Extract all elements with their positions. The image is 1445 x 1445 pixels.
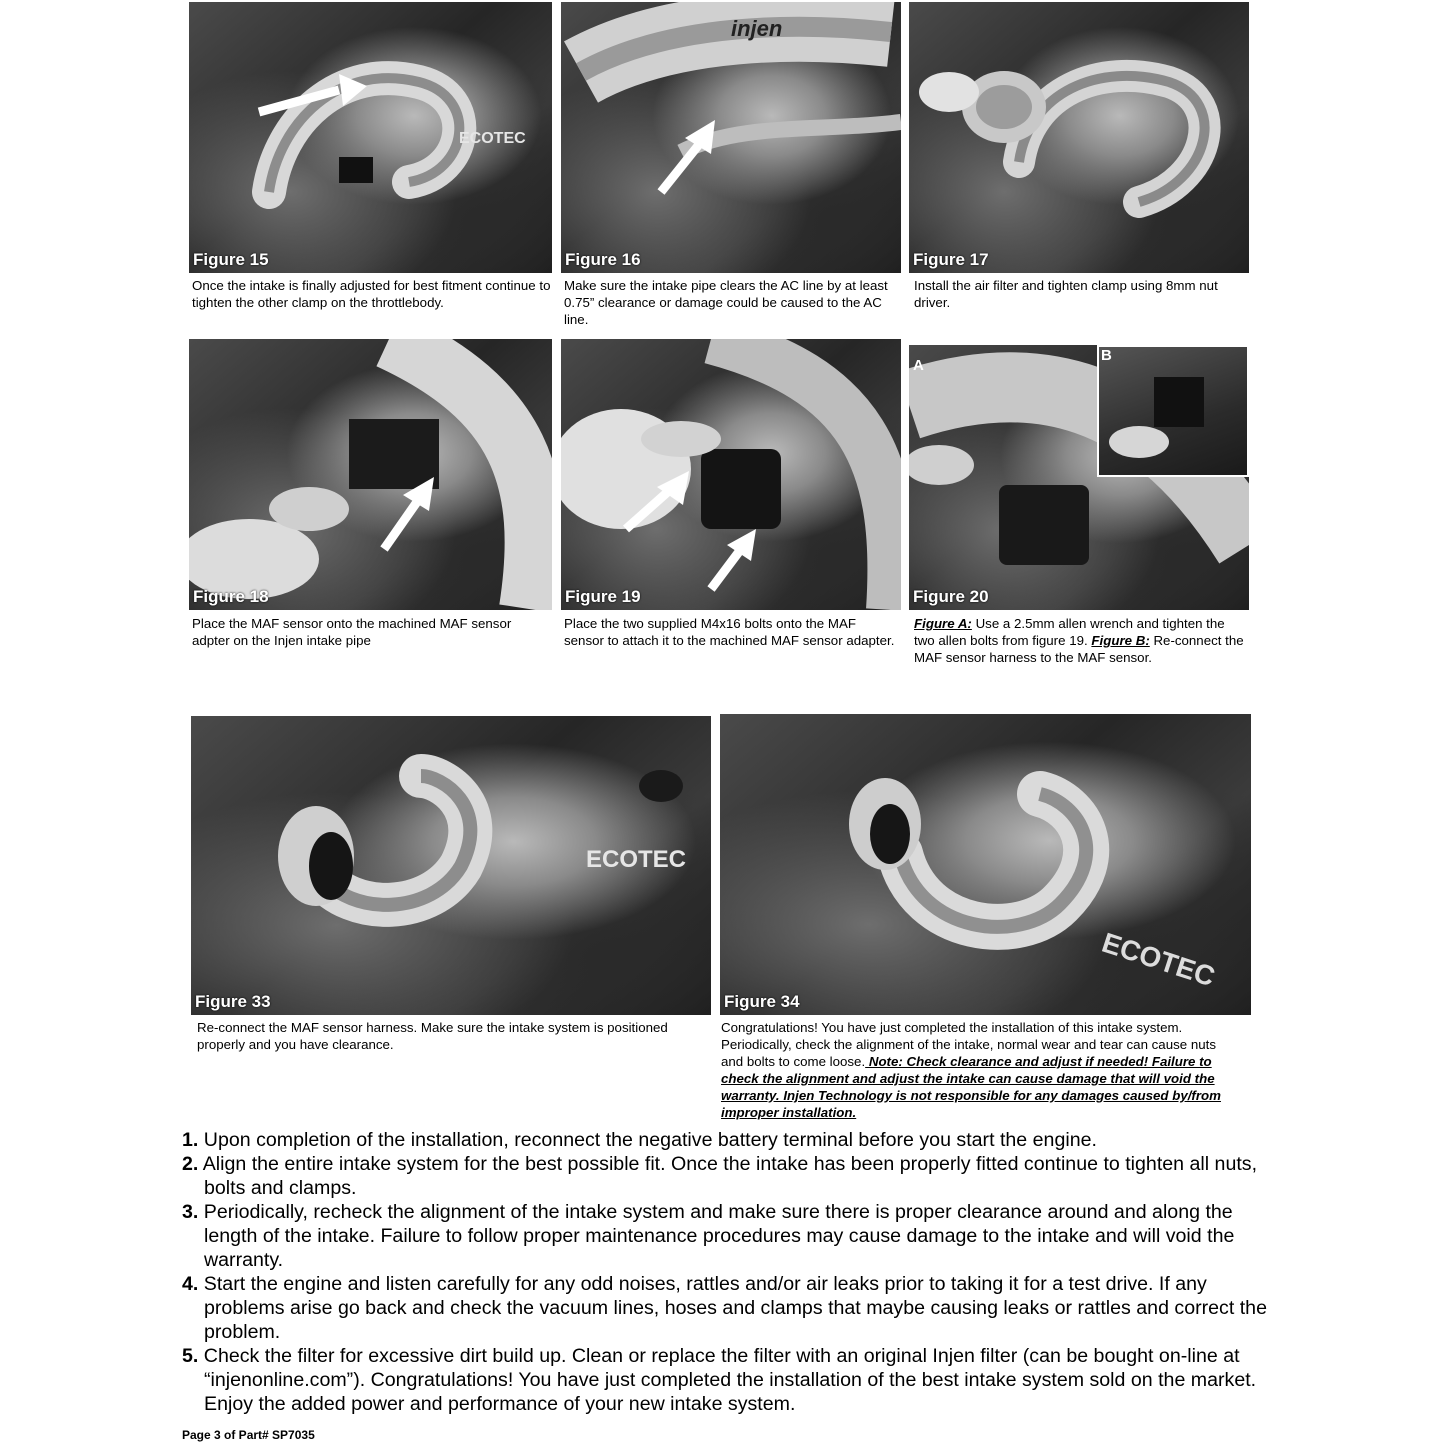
figure-label: Figure 17 [913, 250, 989, 269]
ecotec-mark: ECOTEC [1098, 926, 1219, 993]
figure-34-caption [721, 1019, 1241, 1121]
ecotec-mark: ECOTEC [586, 846, 687, 873]
figure-label: Figure 19 [565, 587, 641, 606]
figure-15-photo [189, 2, 552, 273]
ecotec-mark: ECOTEC [459, 130, 526, 147]
figure-20-caption [914, 615, 1249, 666]
figure-a-text: Use a 2.5mm allen wrench and tighten the two allen bolts from figure 19. [914, 616, 1225, 648]
figure-b-inset [1097, 345, 1249, 477]
figure-a-label: Figure A: [914, 616, 972, 631]
step-item: 5. Check the filter for excessive dirt build up. Clean or replace the filter with an original Injen filter (can be bought on-line at “injenonline.com”). Congratulations! You have just completed the installation of the best intake system sold on the market. Enjoy the added power and performance of your new intake system. [182, 1345, 1257, 1415]
figure-17-caption: Install the air filter and tighten clamp using 8mm nut driver. [914, 278, 1218, 310]
figure-17-photo [909, 2, 1249, 273]
figure-label: Figure 15 [193, 250, 269, 269]
steps-list [182, 1128, 1272, 1416]
step-item: 1. Upon completion of the installation, reconnect the negative battery terminal before you start the engine. [182, 1129, 1097, 1151]
figure-label: Figure 18 [193, 587, 269, 606]
figure-19-caption: Place the two supplied M4x16 bolts onto the MAF sensor to attach it to the machined MAF sensor adapter. [564, 616, 895, 648]
step-item: 2. Align the entire intake system for the best possible fit. Once the intake has been properly fitted continue to tighten all nuts, bolts and clamps. [182, 1153, 1258, 1199]
inset-b-label: B [1101, 347, 1112, 364]
figure-33-photo [191, 716, 711, 1015]
warning-text: Note: Check clearance and adjust if needed! Failure to check the alignment and adjust the intake can cause damage that will void the warranty. Injen Technology is not responsible for any damages caused by/from improper installation. [721, 1054, 1221, 1120]
step-item: 3. Periodically, recheck the alignment of the intake system and make sure there is proper clearance around and along the length of the intake. Failure to follow proper maintenance procedures may cause damage to the intake and will void the warranty. [182, 1201, 1235, 1271]
figure-16-photo [561, 2, 901, 273]
injen-mark: injen [731, 16, 783, 41]
figure-18-photo [189, 339, 552, 610]
inset-a-label: A [913, 357, 924, 374]
figure-label: Figure 16 [565, 250, 641, 269]
figure-18-caption: Place the MAF sensor onto the machined MAF sensor adpter on the Injen intake pipe [192, 616, 512, 648]
figure-b-text: Re-connect the MAF sensor harness to the MAF sensor. [914, 633, 1244, 665]
figure-label: Figure 20 [913, 587, 989, 606]
figure-33-caption: Re-connect the MAF sensor harness. Make sure the intake system is positioned properly and you have clearance. [197, 1020, 668, 1052]
figure-b-label: Figure B: [1091, 633, 1150, 648]
figure-34-photo [720, 714, 1251, 1015]
figure-19-photo [561, 339, 901, 610]
figure-16-caption: Make sure the intake pipe clears the AC line by at least 0.75” clearance or damage could be caused to the AC line. [564, 278, 888, 327]
page-footer: Page 3 of Part# SP7035 [182, 1428, 315, 1442]
figure-label: Figure 33 [195, 992, 271, 1011]
step-item: 4. Start the engine and listen carefully for any odd noises, rattles and/or air leaks prior to taking it for a test drive. If any problems arise go back and check the vacuum lines, hoses and clamps that maybe causing leaks or rattles and correct the problem. [182, 1273, 1267, 1343]
figure-20-photo [909, 345, 1249, 610]
congrats-text: Congratulations! You have just completed the installation of this intake system. Periodically, check the alignment of the intake, normal wear and tear can cause nuts and bolts to come loose. [721, 1020, 1216, 1069]
figure-15-caption: Once the intake is finally adjusted for best fitment continue to tighten the other clamp on the throttlebody. [192, 278, 551, 310]
figure-label: Figure 34 [724, 992, 800, 1011]
